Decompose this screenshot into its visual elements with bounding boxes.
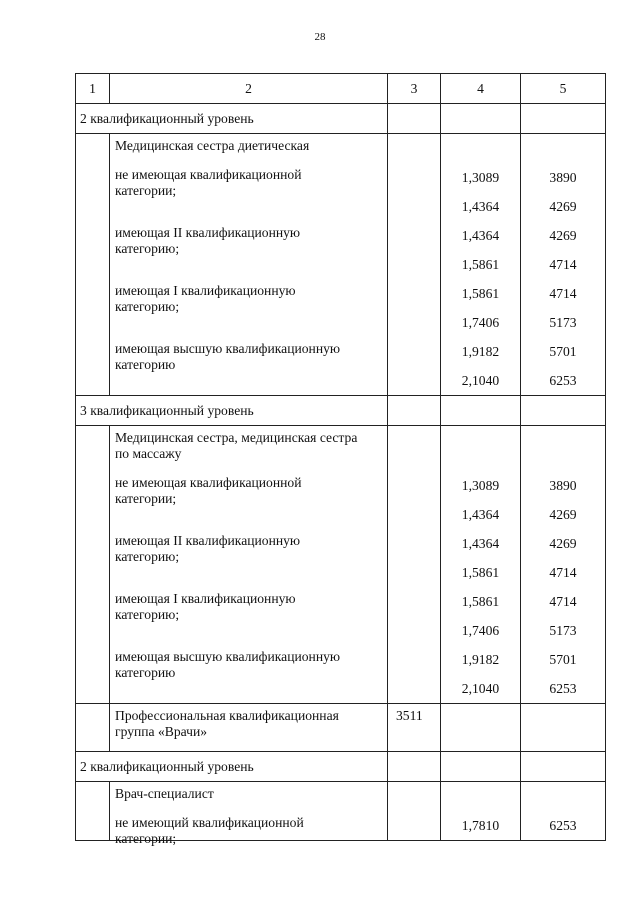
salary-value: 5701	[549, 344, 577, 359]
salary-cell	[521, 782, 606, 841]
category-line: категорию;	[115, 549, 180, 564]
category-line: не имеющий квалификационной	[115, 815, 304, 830]
empty-cell	[388, 752, 441, 782]
category-line: имеющая II квалификационную	[115, 533, 301, 548]
salary-value: 4269	[549, 507, 577, 522]
salary-value: 5701	[549, 652, 577, 667]
empty-cell	[521, 104, 606, 134]
level-label: 2 квалификационный уровень	[76, 752, 388, 782]
level-row	[76, 752, 606, 782]
coefficient-value: 1,9182	[461, 344, 500, 359]
empty-cell	[521, 704, 606, 752]
coefficient-value: 1,3089	[461, 170, 500, 185]
group-title-line: Профессиональная квалификационная	[115, 708, 339, 723]
salary-value: 5173	[549, 623, 577, 638]
category-text	[110, 471, 387, 529]
empty-cell	[441, 396, 521, 426]
category-line: не имеющая квалификационной	[115, 475, 302, 490]
category-line: не имеющая квалификационной	[115, 167, 302, 182]
salary-value: 4269	[549, 228, 577, 243]
spacer	[441, 782, 520, 811]
coefficient-cell	[441, 426, 521, 704]
empty-cell	[76, 134, 110, 396]
spacer	[441, 134, 520, 163]
coefficient-value: 1,9182	[461, 652, 500, 667]
spacer	[521, 426, 605, 471]
code-cell	[388, 782, 441, 841]
spacer	[521, 782, 605, 811]
code-cell	[388, 134, 441, 396]
page-number: 28	[314, 31, 326, 43]
header-cell-4: 4	[441, 74, 521, 104]
category-line: категории;	[115, 491, 177, 506]
position-title-line: по массажу	[115, 446, 182, 461]
position-cell	[110, 134, 388, 396]
salary-value: 6253	[549, 373, 577, 388]
position-row	[76, 426, 606, 704]
coefficient-value: 1,4364	[461, 199, 500, 214]
empty-cell	[441, 704, 521, 752]
header-cell-2: 2	[110, 74, 388, 104]
salary-table	[75, 73, 606, 846]
category-line: категорию;	[115, 299, 180, 314]
position-cell	[110, 782, 388, 846]
category-line: категории;	[115, 831, 177, 846]
group-row	[76, 704, 606, 752]
salary-value: 4269	[549, 536, 577, 551]
coefficient-value: 1,7406	[461, 623, 500, 638]
empty-cell	[521, 396, 606, 426]
category-line: категорию;	[115, 241, 180, 256]
position-title-line: Врач-специалист	[115, 786, 214, 801]
group-title-line: группа «Врачи»	[115, 724, 208, 739]
salary-value: 4269	[549, 199, 577, 214]
empty-cell	[388, 104, 441, 134]
empty-cell	[76, 704, 110, 752]
category-text	[110, 279, 387, 337]
position-cell	[110, 426, 388, 704]
group-code: 3511	[388, 704, 441, 752]
spacer	[521, 134, 605, 163]
coefficient-cell	[441, 782, 521, 841]
group-title	[110, 704, 387, 751]
salary-value: 4714	[549, 286, 577, 301]
level-row	[76, 104, 606, 134]
category-line: категории;	[115, 183, 177, 198]
category-text	[110, 587, 387, 645]
coefficient-value: 1,4364	[461, 228, 500, 243]
level-label: 2 квалификационный уровень	[76, 104, 388, 134]
group-title-cell	[110, 704, 388, 752]
empty-cell	[521, 752, 606, 782]
spacer	[441, 426, 520, 471]
position-title-line: Медицинская сестра, медицинская сестра	[115, 430, 358, 445]
category-text	[110, 221, 387, 279]
coefficient-value: 1,5861	[461, 565, 500, 580]
category-text	[110, 163, 387, 221]
coefficient-value: 1,4364	[461, 536, 500, 551]
empty-cell	[441, 104, 521, 134]
salary-value: 4714	[549, 565, 577, 580]
empty-cell	[388, 396, 441, 426]
code-cell	[388, 426, 441, 704]
position-title	[110, 426, 387, 471]
coefficient-value: 2,1040	[461, 373, 500, 388]
salary-value: 6253	[549, 818, 577, 833]
coefficient-cell	[441, 134, 521, 396]
coefficient-value: 1,5861	[461, 286, 500, 301]
salary-value: 5173	[549, 315, 577, 330]
category-line: категорию	[115, 665, 176, 680]
category-line: категорию	[115, 357, 176, 372]
empty-cell	[441, 752, 521, 782]
level-row	[76, 396, 606, 426]
level-label: 3 квалификационный уровень	[76, 396, 388, 426]
position-row	[76, 782, 606, 841]
salary-value: 4714	[549, 594, 577, 609]
salary-value: 3890	[549, 170, 577, 185]
salary-cell	[521, 134, 606, 396]
salary-value: 6253	[549, 681, 577, 696]
category-line: имеющая высшую квалификационную	[115, 341, 341, 356]
coefficient-value: 1,3089	[461, 478, 500, 493]
coefficient-value: 1,7810	[461, 818, 500, 833]
position-title	[110, 782, 387, 811]
category-text	[110, 645, 387, 703]
header-row	[76, 74, 606, 104]
category-line: имеющая II квалификационную	[115, 225, 301, 240]
empty-cell	[76, 782, 110, 841]
header-cell-5: 5	[521, 74, 606, 104]
position-row	[76, 134, 606, 396]
coefficient-value: 2,1040	[461, 681, 500, 696]
header-cell-1: 1	[76, 74, 110, 104]
coefficient-value: 1,4364	[461, 507, 500, 522]
category-line: имеющая I квалификационную	[115, 283, 296, 298]
salary-value: 3890	[549, 478, 577, 493]
salary-value: 4714	[549, 257, 577, 272]
position-title	[110, 134, 387, 163]
empty-cell	[76, 426, 110, 704]
coefficient-value: 1,5861	[461, 594, 500, 609]
coefficient-value: 1,7406	[461, 315, 500, 330]
category-text	[110, 337, 387, 395]
header-cell-3: 3	[388, 74, 441, 104]
category-line: имеющая I квалификационную	[115, 591, 296, 606]
coefficient-value: 1,5861	[461, 257, 500, 272]
salary-cell	[521, 426, 606, 704]
position-title-line: Медицинская сестра диетическая	[115, 138, 310, 153]
category-line: категорию;	[115, 607, 180, 622]
category-line: имеющая высшую квалификационную	[115, 649, 341, 664]
category-text	[110, 811, 387, 846]
category-text	[110, 529, 387, 587]
